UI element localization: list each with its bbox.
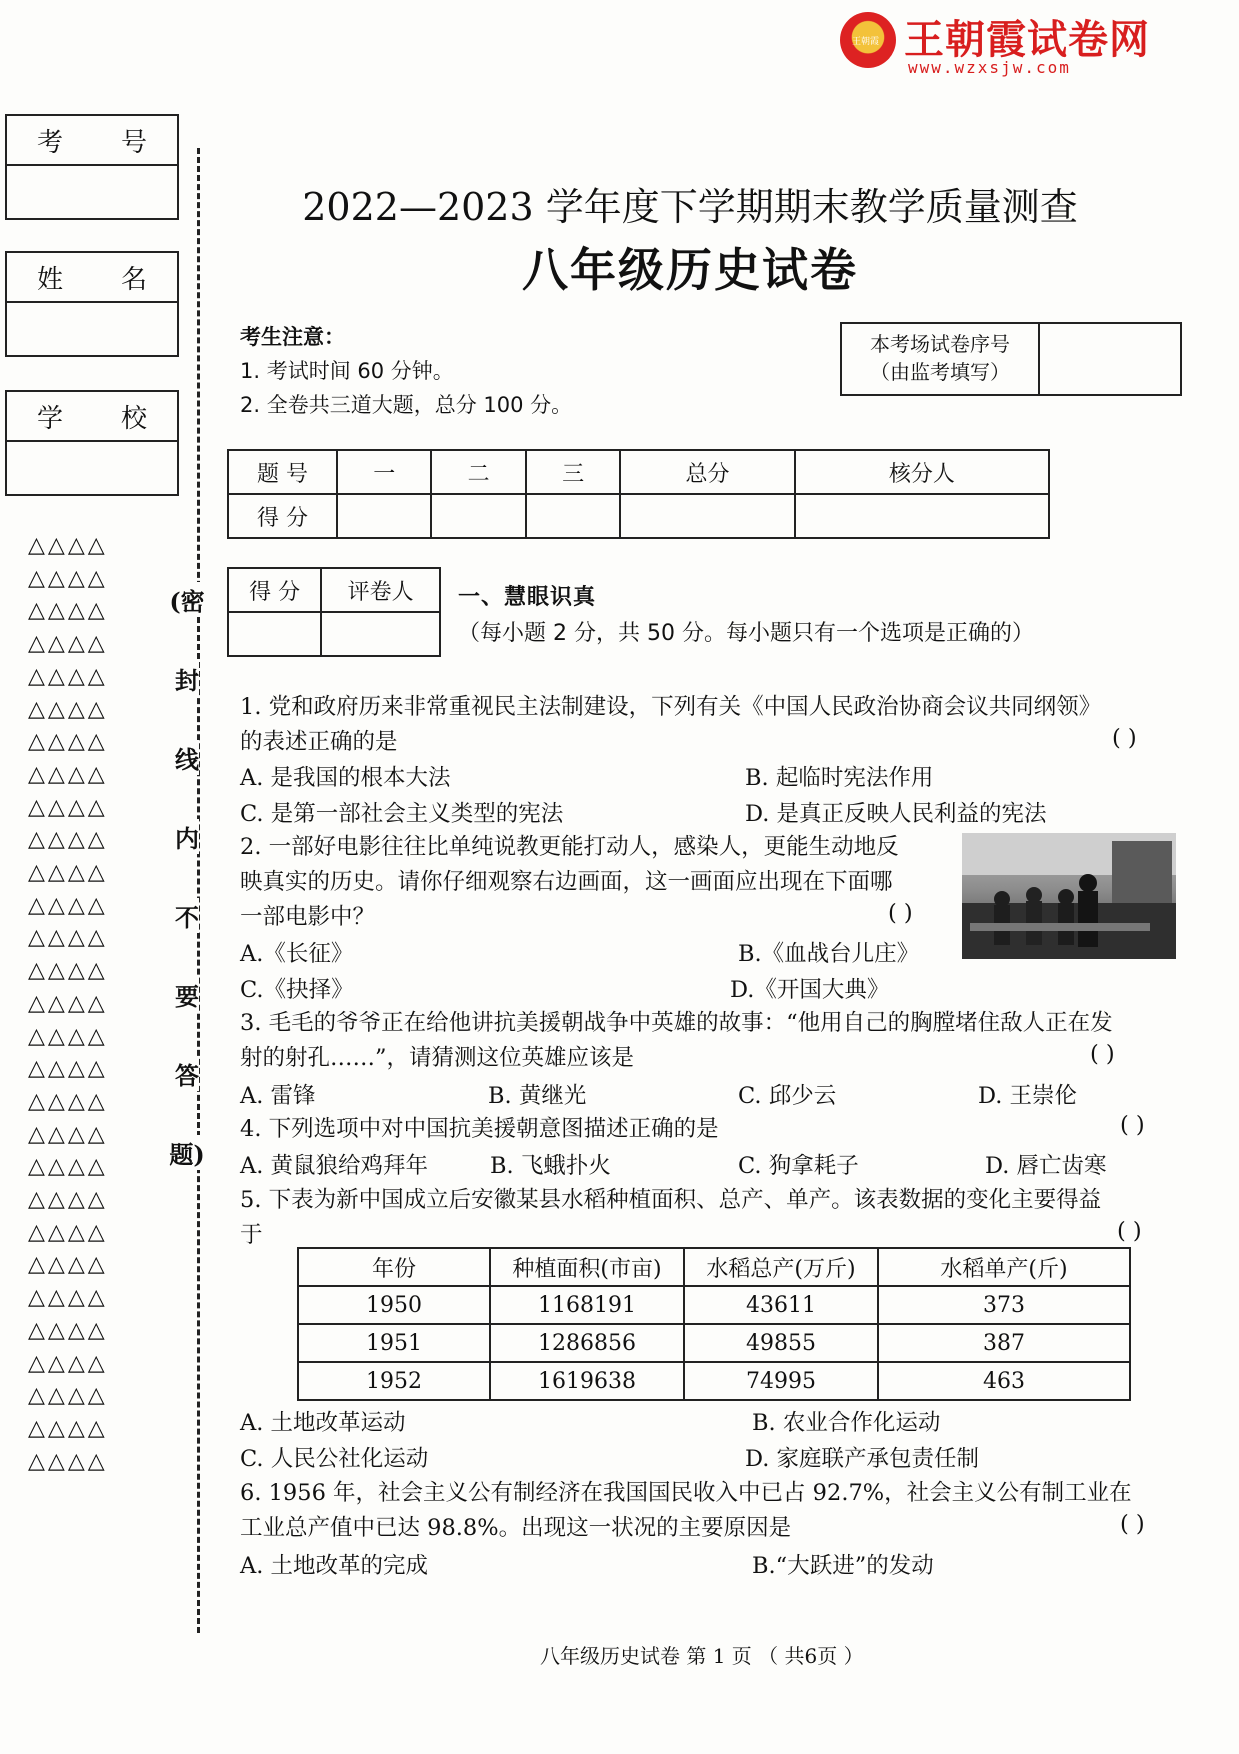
section-title: [458, 580, 1178, 652]
watermark-url: www.wzxsjw.com: [908, 58, 1071, 77]
seal-char: (密: [169, 582, 204, 617]
table-cell: 1286856: [490, 1324, 684, 1362]
table-row: [228, 568, 440, 612]
table-header-cell: 水稻总产(万斤): [684, 1248, 878, 1286]
option-c[interactable]: C. 邱少云: [738, 1083, 837, 1109]
serial-sublabel: （由监考填写）: [870, 360, 1010, 384]
answer-paren[interactable]: ( ): [1112, 725, 1137, 751]
table-cell: 1168191: [490, 1286, 684, 1324]
exam-number-label-a: 考: [37, 127, 64, 158]
seal-char: 题): [169, 1135, 204, 1170]
seal-char: 内: [175, 819, 199, 854]
question-1-stem: 1. 党和政府历来非常重视民主法制建设，下列有关《中国人民政治协商会议共同纲领》: [240, 694, 1102, 720]
question-6-stem: 6. 1956 年，社会主义公有制经济在我国国民收入中已占 92.7%，社会主义公有制工业在: [240, 1480, 1132, 1506]
table-row: [298, 1286, 1130, 1324]
page-footer: 八年级历史试卷 第 1 页 （ 共6页 ）: [540, 1644, 864, 1668]
question-4-stem: 4. 下列选项中对中国抗美援朝意图描述正确的是: [240, 1116, 719, 1142]
table-header-cell: 一: [337, 450, 431, 494]
option-b[interactable]: B. 农业合作化运动: [752, 1410, 941, 1436]
seal-char: 要: [175, 977, 199, 1012]
school-field[interactable]: [7, 442, 177, 494]
section-title-bold: 一、慧眼识真: [458, 585, 597, 610]
option-c[interactable]: C. 狗拿耗子: [738, 1153, 859, 1179]
seal-char: 线: [175, 740, 199, 775]
exam-title: 2022—2023 学年度下学期期末教学质量测查: [302, 185, 1078, 229]
seal-text: [169, 582, 205, 1214]
answer-paren[interactable]: ( ): [1120, 1112, 1145, 1138]
question-5-stem: 5. 下表为新中国成立后安徽某县水稻种植面积、总产、单产。该表数据的变化主要得益: [240, 1187, 1102, 1213]
table-row: [298, 1362, 1130, 1400]
question-2-stem: 映真实的历史。请你仔细观察右边画面，这一画面应出现在下面哪: [240, 869, 893, 895]
grader-cell[interactable]: [321, 612, 440, 656]
option-b[interactable]: B. 飞蛾扑火: [490, 1153, 611, 1179]
table-row: [228, 494, 1049, 538]
score-cell[interactable]: [228, 612, 321, 656]
school-label-a: 学: [37, 403, 64, 434]
section-title-rest: （每小题 2 分，共 50 分。每小题只有一个选项是正确的）: [458, 621, 1034, 646]
option-b[interactable]: B. 起临时宪法作用: [745, 765, 934, 791]
question-2-photo: [962, 833, 1176, 959]
photo-illustration-icon: [962, 833, 1176, 959]
option-d[interactable]: D. 王崇伦: [978, 1083, 1078, 1109]
question-1-stem: 的表述正确的是: [240, 729, 398, 755]
option-d[interactable]: D. 家庭联产承包责任制: [745, 1446, 980, 1472]
exam-subtitle: 八年级历史试卷: [522, 243, 858, 297]
table-header-cell: 核分人: [795, 450, 1049, 494]
score-cell[interactable]: [431, 494, 525, 538]
watermark-title: 王朝霞试卷网: [904, 17, 1150, 63]
watermark-logo-icon: 王朝霞: [840, 12, 896, 68]
table-header-cell: 年份: [298, 1248, 490, 1286]
table-header-cell: 题 号: [228, 450, 337, 494]
notes-item: 2. 全卷共三道大题，总分 100 分。: [240, 393, 573, 417]
table-cell: 1952: [298, 1362, 490, 1400]
option-c[interactable]: C. 人民公社化运动: [240, 1446, 429, 1472]
table-cell: 43611: [684, 1286, 878, 1324]
answer-paren[interactable]: ( ): [1090, 1041, 1115, 1067]
exam-number-label-b: 号: [120, 127, 147, 158]
option-b[interactable]: B. 黄继光: [488, 1083, 587, 1109]
table-cell: 1950: [298, 1286, 490, 1324]
table-header-cell: 总分: [620, 450, 794, 494]
candidate-notes: [240, 320, 572, 422]
rice-data-table: [297, 1247, 1131, 1401]
table-cell: 373: [878, 1286, 1130, 1324]
school-box: [5, 390, 179, 496]
section-score-box: [227, 567, 441, 657]
table-cell: 1951: [298, 1324, 490, 1362]
name-field[interactable]: [7, 303, 177, 355]
question-5-stem: 于: [240, 1222, 263, 1248]
notes-heading: 考生注意：: [240, 325, 345, 349]
answer-paren[interactable]: ( ): [888, 900, 913, 926]
exam-number-field[interactable]: [7, 166, 177, 218]
table-header-cell: 三: [526, 450, 620, 494]
seal-char: 不: [175, 898, 199, 933]
table-header-cell: 水稻单产(斤): [878, 1248, 1130, 1286]
answer-paren[interactable]: ( ): [1117, 1218, 1142, 1244]
table-row: [298, 1324, 1130, 1362]
option-c[interactable]: C. 是第一部社会主义类型的宪法: [240, 801, 564, 827]
question-2-stem: 一部电影中？: [240, 904, 376, 930]
watermark: [840, 8, 1160, 78]
question-2-stem: 2. 一部好电影往往比单纯说教更能打动人，感染人，更能生动地反: [240, 834, 899, 860]
name-label-b: 名: [120, 264, 147, 295]
table-row: [298, 1248, 1130, 1286]
option-d[interactable]: D. 是真正反映人民利益的宪法: [745, 801, 1047, 827]
score-cell[interactable]: [795, 494, 1049, 538]
score-cell[interactable]: [337, 494, 431, 538]
serial-label: 本考场试卷序号: [870, 332, 1010, 356]
table-header-cell: 种植面积(市亩): [490, 1248, 684, 1286]
seal-char: 答: [175, 1056, 199, 1091]
table-cell: 74995: [684, 1362, 878, 1400]
answer-paren[interactable]: ( ): [1120, 1511, 1145, 1537]
name-box: [5, 251, 179, 357]
school-label-b: 校: [120, 403, 147, 434]
option-a[interactable]: A.《长征》: [240, 941, 354, 967]
score-cell[interactable]: [620, 494, 794, 538]
name-label-a: 姓: [37, 264, 64, 295]
option-a[interactable]: A. 土地改革运动: [240, 1410, 406, 1436]
table-cell: 1619638: [490, 1362, 684, 1400]
exam-number-box: [5, 114, 179, 220]
table-cell: 387: [878, 1324, 1130, 1362]
table-cell: 49855: [684, 1324, 878, 1362]
option-d[interactable]: D. 唇亡齿寒: [985, 1153, 1107, 1179]
serial-number-field[interactable]: [1040, 324, 1180, 394]
triangle-column: △△△△ △△△△ △△△△ △△△△ △△△△ △△△△ △△△△ △△△△ △△△△ △△△△ △△△△ △△△△ △△△△ △△△△ △△△△ △△△△ △△△△ △△△△ △△△△ △△△△ △△△△ △△△△ △△△△ △△△△ △△△△ △△△△ △△△△ △△△△ △△△△: [28, 533, 108, 1474]
table-row: [228, 450, 1049, 494]
option-a[interactable]: A. 黄鼠狼给鸡拜年: [240, 1153, 429, 1179]
seal-char: 封: [175, 661, 199, 696]
table-cell: 463: [878, 1362, 1130, 1400]
option-a[interactable]: A. 雷锋: [240, 1083, 316, 1109]
option-b[interactable]: B.“大跃进”的发动: [752, 1553, 934, 1579]
option-a[interactable]: A. 是我国的根本大法: [240, 765, 451, 791]
table-header-cell: 评卷人: [321, 568, 440, 612]
option-c[interactable]: C.《抉择》: [240, 977, 354, 1003]
question-3-stem: 射的射孔……”，请猜测这位英雄应该是: [240, 1045, 635, 1071]
score-table: [227, 449, 1050, 539]
notes-item: 1. 考试时间 60 分钟。: [240, 359, 454, 383]
serial-number-box: [840, 322, 1182, 396]
question-3-stem: 3. 毛毛的爷爷正在给他讲抗美援朝战争中英雄的故事：“他用自己的胸膛堵住敌人正在发: [240, 1010, 1113, 1036]
question-6-stem: 工业总产值中已达 98.8%。出现这一状况的主要原因是: [240, 1515, 792, 1541]
table-header-cell: 二: [431, 450, 525, 494]
score-row-label: 得 分: [228, 494, 337, 538]
option-b[interactable]: B.《血战台儿庄》: [738, 941, 920, 967]
option-d[interactable]: D.《开国大典》: [730, 977, 890, 1003]
option-a[interactable]: A. 土地改革的完成: [240, 1553, 429, 1579]
table-row: [228, 612, 440, 656]
table-header-cell: 得 分: [228, 568, 321, 612]
score-cell[interactable]: [526, 494, 620, 538]
